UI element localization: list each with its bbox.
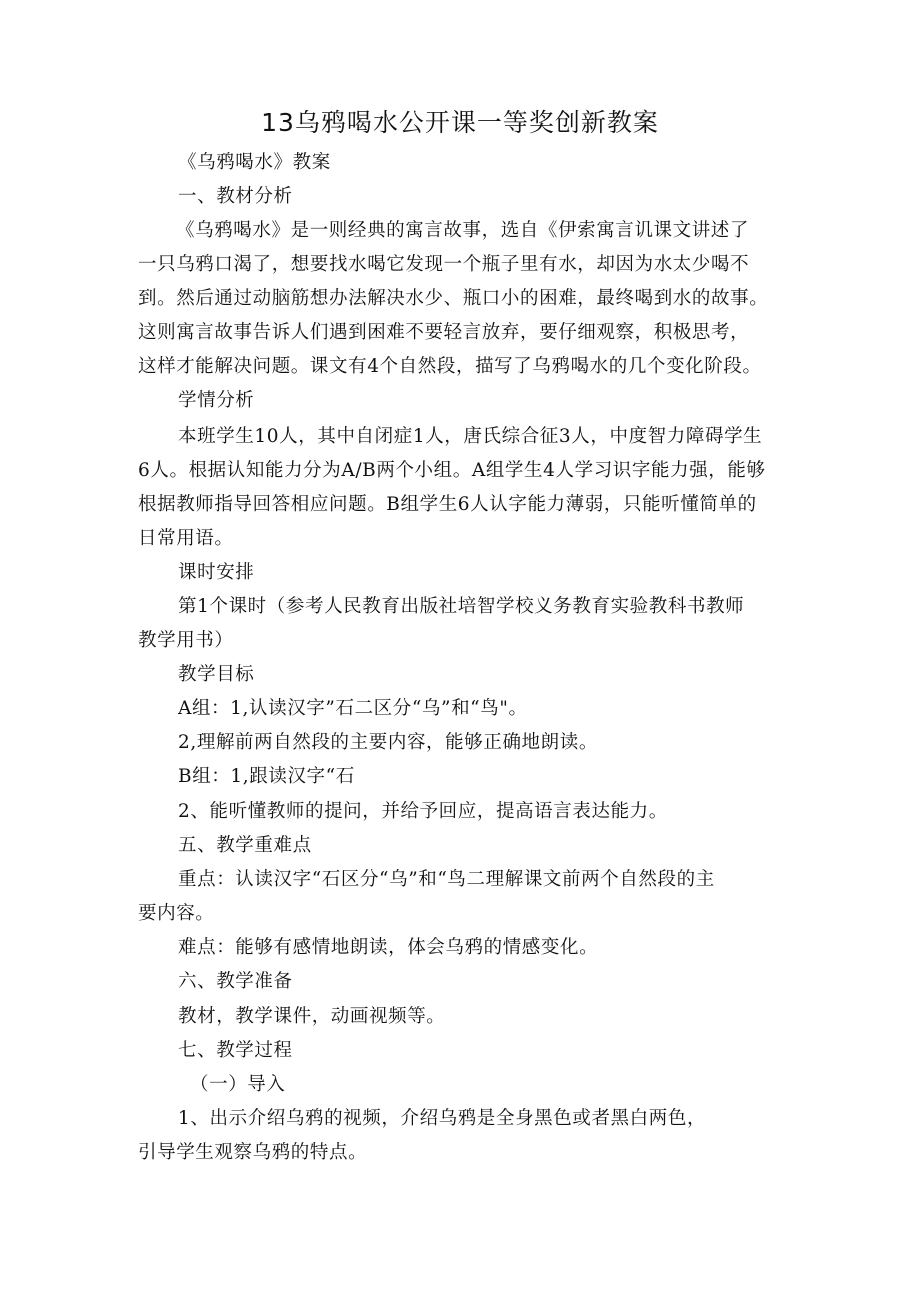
section-heading: 六、教学准备 [178,971,293,992]
text-line: 《乌鸦喝水》教案 [178,152,331,173]
section-heading: 七、教学过程 [178,1040,293,1061]
section-heading: 一、教材分析 [178,186,293,207]
document-title: 13乌鸦喝水公开课一等奖创新教案 [261,108,659,137]
text-line: 一只乌鸦口渴了，想要找水喝它发现一个瓶子里有水，却因为水太少喝不 [138,254,750,275]
text-line: B组：1,跟读汉字“石 [178,766,355,787]
text-line: 到。然后通过动脑筋想办法解决水少、瓶口小的困难，最终喝到水的故事。 [138,288,769,309]
text-line: 1、出示介绍乌鸦的视频，介绍乌鸦是全身黑色或者黑白两色， [178,1108,707,1129]
text-line: 这样才能解决问题。课文有4个自然段，描写了乌鸦喝水的几个变化阶段。 [138,356,762,377]
subsection-heading: （一）导入 [190,1074,286,1095]
text-line: 本班学生10人，其中自闭症1人，唐氏综合征3人，中度智力障碍学生 [178,426,763,447]
text-line: 2,理解前两自然段的主要内容，能够正确地朗读。 [178,732,598,753]
section-heading: 课时安排 [178,562,255,583]
text-line: 这则寓言故事告诉人们遇到困难不要轻言放弃，要仔细观察，积极思考， [138,322,750,343]
text-line: 6人。根据认知能力分为A/B两个小组。A组学生4人学习识字能力强，能够 [138,460,766,481]
text-line: 日常用语。 [138,528,234,549]
text-line: 要内容。 [138,903,215,924]
text-line: A组：1,认读汉字”石二区分“乌”和“鸟"。 [178,698,528,719]
section-heading: 学情分析 [178,390,255,411]
text-line: 引导学生观察乌鸦的特点。 [138,1142,368,1163]
text-line: 根据教师指导回答相应问题。B组学生6人认字能力薄弱，只能听懂简单的 [138,494,757,515]
text-line: 教学用书） [138,630,234,651]
text-line: 2、能听懂教师的提问，并给予回应，提高语言表达能力。 [178,801,668,822]
text-line: 难点：能够有感情地朗读，体会乌鸦的情感变化。 [178,937,599,958]
section-heading: 五、教学重难点 [178,835,312,856]
text-line: 重点：认读汉字“石区分“乌”和“鸟二理解课文前两个自然段的主 [178,869,715,890]
section-heading: 教学目标 [178,664,255,685]
text-line: 教材，教学课件，动画视频等。 [178,1006,446,1027]
text-line: 《乌鸦喝水》是一则经典的寓言故事，选自《伊索寓言讥课文讲述了 [176,220,750,241]
text-line: 第1个课时（参考人民教育出版社培智学校义务教育实验教科书教师 [178,596,745,617]
